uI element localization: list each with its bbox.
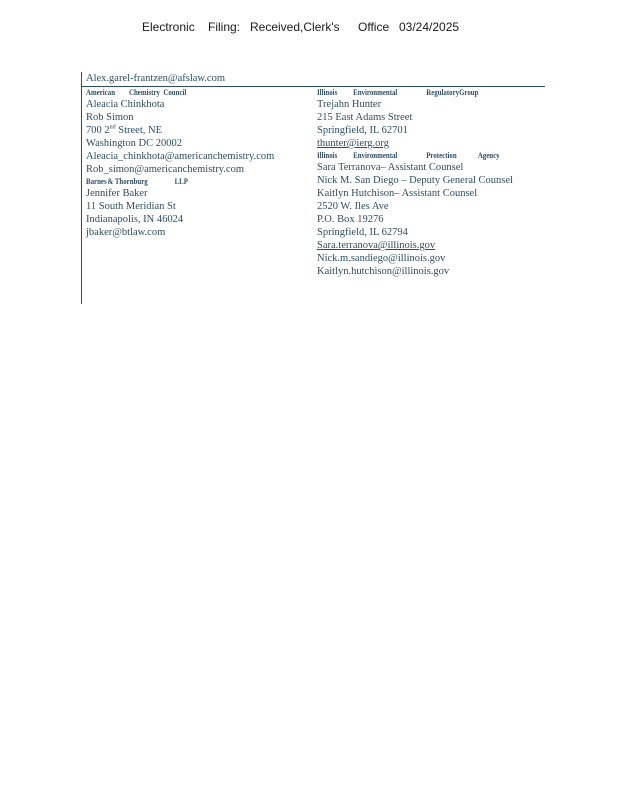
org-name [86, 176, 280, 187]
org-name [86, 87, 280, 98]
address-city: Springfield, IL 62701 [317, 125, 408, 136]
org-word: American [86, 88, 116, 97]
org-word: Chemistry [129, 88, 160, 97]
email[interactable]: Nick.m.sandiego@illinois.gov [317, 253, 446, 264]
org-name [317, 150, 514, 161]
org-word: & Thornburg [107, 177, 148, 186]
org-word: Illinois [317, 151, 338, 160]
contact-block-iepa [317, 150, 546, 278]
header-date: 03/24/2025 [399, 20, 460, 34]
org-word: RegulatoryGroup [426, 88, 479, 97]
email[interactable]: jbaker@btlaw.com [86, 227, 166, 238]
header-electronic: Electronic [142, 20, 195, 34]
org-word: Protection [426, 151, 457, 160]
header-received: Received,Clerk's [250, 20, 340, 34]
email-link[interactable]: Sara.terranova@illinois.gov [317, 240, 436, 251]
contact-name: Kaitlyn Hutchison– Assistant Counsel [317, 188, 478, 199]
address-city: Washington DC 20002 [86, 138, 182, 149]
contact-block-barnes [86, 176, 311, 239]
contact-name: Trejahn Hunter [317, 99, 382, 110]
address-po-box: P.O. Box 19276 [317, 214, 384, 225]
filing-stamp-header [0, 20, 618, 36]
right-column [317, 87, 546, 278]
service-list [81, 72, 546, 304]
address-city: Springfield, IL 62794 [317, 227, 408, 238]
org-word: Barnes [86, 177, 107, 186]
email[interactable]: Aleacia_chinkhota@americanchemistry.com [86, 151, 275, 162]
org-word: Environmental [353, 151, 398, 160]
address-street: 700 2nd Street, NE [86, 124, 162, 136]
email[interactable]: Kaitlyn.hutchison@illinois.gov [317, 266, 450, 277]
contact-name: Nick M. San Diego – Deputy General Counsel [317, 175, 513, 186]
contact-name: Sara Terranova– Assistant Counsel [317, 162, 464, 173]
org-name [317, 87, 514, 98]
address-street: 2520 W. Iles Ave [317, 201, 389, 212]
left-column [86, 87, 311, 239]
contact-name: Rob Simon [86, 112, 134, 123]
email[interactable]: Rob_simon@americanchemistry.com [86, 164, 244, 175]
contact-block-acc [86, 87, 311, 176]
address-street: 215 East Adams Street [317, 112, 413, 123]
address-street: 11 South Meridian St [86, 201, 176, 212]
contact-name: Jennifer Baker [86, 188, 148, 199]
org-word: Environmental [353, 88, 398, 97]
org-word: Illinois [317, 88, 338, 97]
org-word: Council [163, 88, 187, 97]
org-word: Agency [477, 151, 500, 160]
header-office: Office [358, 20, 390, 34]
contact-name: Aleacia Chinkhota [86, 99, 165, 110]
header-filing: Filing: [208, 20, 241, 34]
org-word: LLP [174, 177, 188, 186]
address-city: Indianapolis, IN 46024 [86, 214, 184, 225]
top-email[interactable]: Alex.garel-frantzen@afslaw.com [86, 73, 226, 84]
email-link[interactable]: thunter@ierg.org [317, 138, 389, 149]
contact-block-ierg [317, 87, 546, 150]
